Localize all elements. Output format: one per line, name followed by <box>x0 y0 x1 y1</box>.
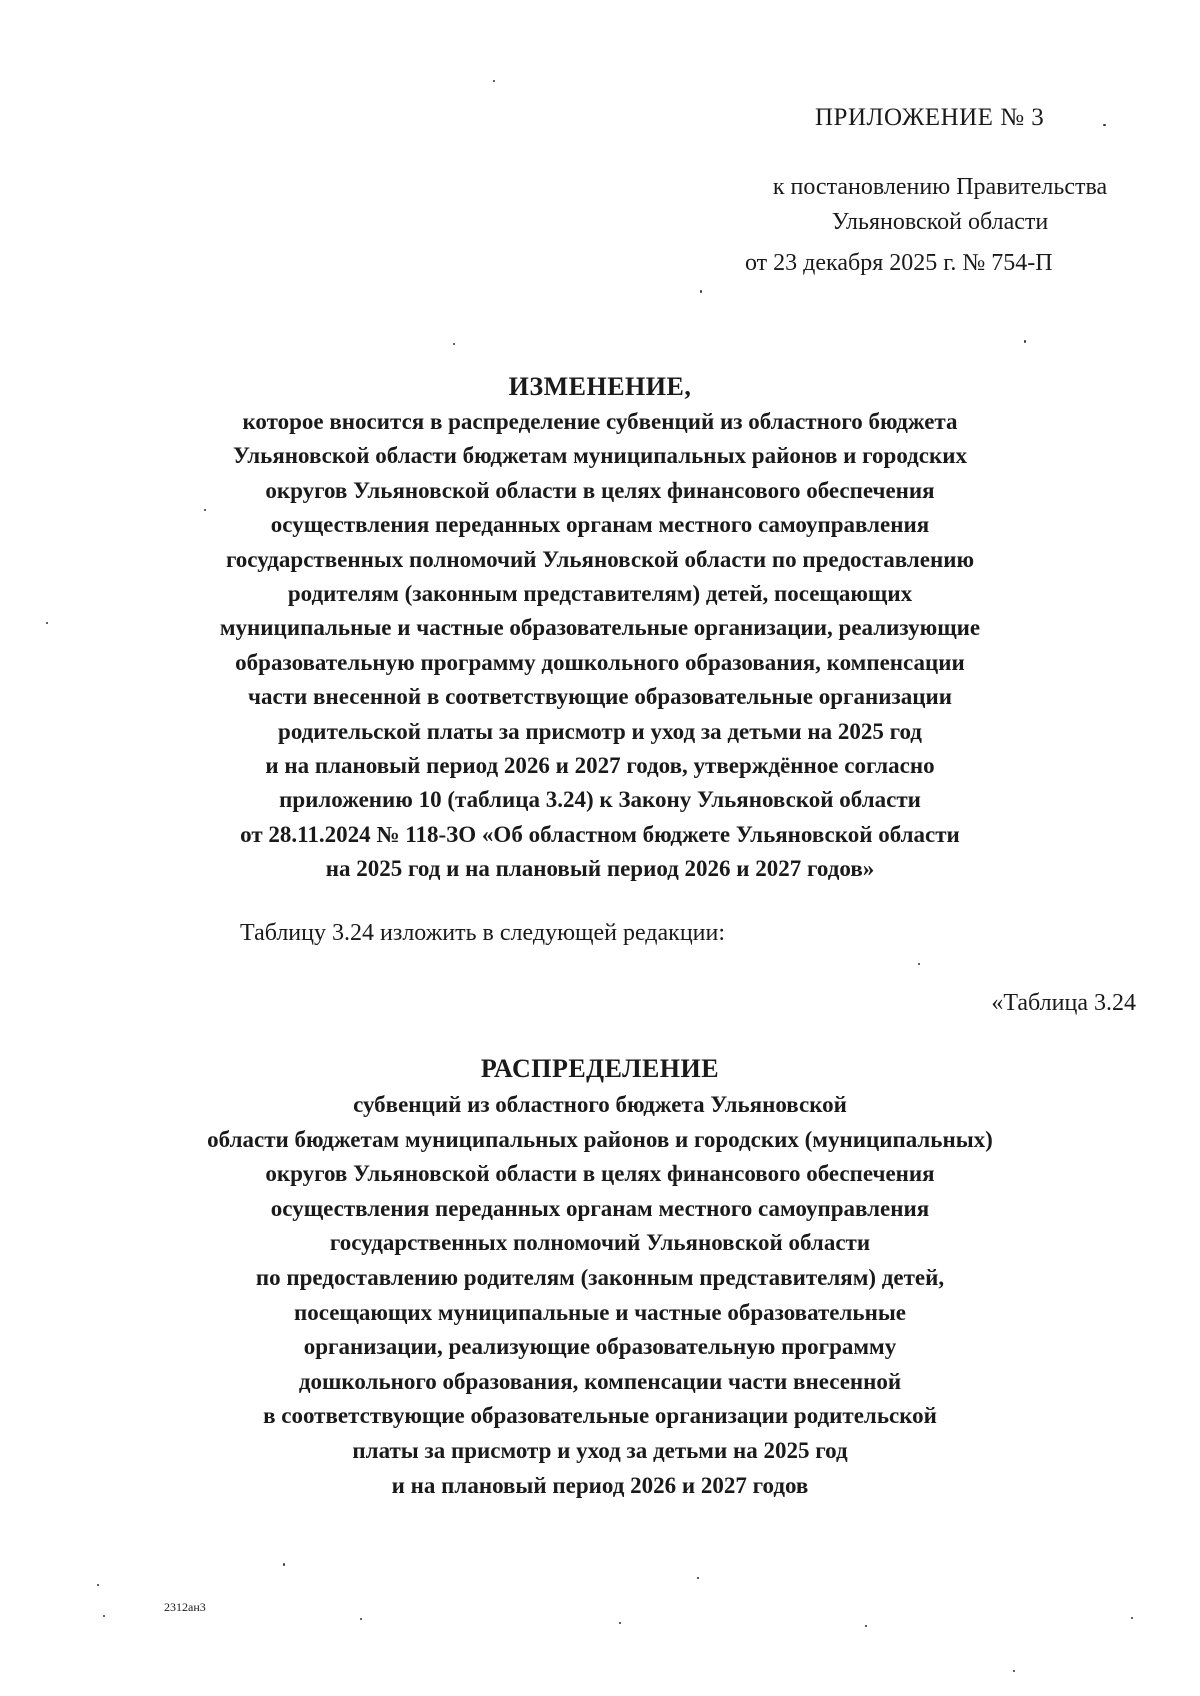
scan-speck <box>1013 1670 1015 1672</box>
scan-speck <box>283 1563 285 1566</box>
scan-speck <box>453 343 455 345</box>
change-description-line: муниципальные и частные образовательные организации, реализующие <box>219 615 981 641</box>
distribution-description-line: округов Ульяновской области в целях финансового обеспечения <box>265 1161 935 1187</box>
change-description-line: осуществления переданных органам местного самоуправления <box>270 512 930 538</box>
change-description-line: которое вносится в распределение субвенций из областного бюджета <box>242 409 958 434</box>
distribution-description-line: дошкольного образования, компенсации части внесенной <box>298 1368 902 1394</box>
distribution-description-line: в соответствующие образовательные организации родительской <box>263 1403 937 1429</box>
distribution-description-line: и на плановый период 2026 и 2027 годов <box>391 1472 809 1498</box>
scan-speck <box>493 80 495 82</box>
scan-speck <box>204 509 206 511</box>
instruction-text: Таблицу 3.24 изложить в следующей редакции: <box>240 920 726 946</box>
change-description-line: приложению 10 (таблица 3.24) к Закону Ульяновской области <box>279 787 921 813</box>
change-description-line: родителям (законным представителям) детей, посещающих <box>287 581 913 607</box>
scan-speck <box>1024 340 1026 343</box>
distribution-description-line: осуществления переданных органам местного самоуправления <box>270 1195 930 1221</box>
change-description-line: родительской платы за присмотр и уход за детьми на 2025 год <box>278 718 922 744</box>
resolution-reference-line: к постановлению Правительства <box>772 174 1108 200</box>
change-heading: ИЗМЕНЕНИЕ, <box>508 372 692 401</box>
change-description-line: округов Ульяновской области в целях финансового обеспечения <box>265 477 935 503</box>
change-description-line: образовательную программу дошкольного образования, компенсации <box>235 649 965 675</box>
distribution-description-line: области бюджетам муниципальных районов и городских (муниципальных) <box>207 1126 993 1152</box>
distribution-description-line: по предоставлению родителям (законным представителям) детей, <box>255 1264 945 1290</box>
scan-speck <box>697 1577 699 1579</box>
scan-speck <box>103 1615 105 1617</box>
scan-speck <box>619 1622 621 1624</box>
change-description-line: государственных полномочий Ульяновской области по предоставлению <box>225 546 975 572</box>
scan-speck <box>918 963 920 965</box>
document-code: 2312ан3 <box>164 1600 206 1614</box>
distribution-description-line: организации, реализующие образовательную программу <box>303 1334 897 1360</box>
change-description-line: Ульяновской области бюджетам муниципальных районов и городских <box>232 443 968 469</box>
scan-speck <box>865 1625 867 1627</box>
change-description-line: и на плановый период 2026 и 2027 годов, утверждённое согласно <box>265 753 935 779</box>
change-description-line: части внесенной в соответствующие образовательные организации <box>248 684 952 710</box>
resolution-reference-line: Ульяновской области <box>831 209 1049 235</box>
appendix-title: ПРИЛОЖЕНИЕ № 3 <box>815 104 1045 131</box>
distribution-description <box>150 1088 1050 1503</box>
table-reference: «Таблица 3.24 <box>991 990 1136 1016</box>
distribution-description-line: платы за присмотр и уход за детьми на 2025 год <box>352 1437 848 1463</box>
distribution-description-line: посещающих муниципальные и частные образовательные <box>293 1299 906 1325</box>
change-description-line: от 28.11.2024 № 118-ЗО «Об областном бюджете Ульяновской области <box>240 821 960 847</box>
resolution-reference <box>740 170 1140 240</box>
scan-speck <box>700 290 702 293</box>
scan-speck <box>1103 124 1106 126</box>
distribution-description-line: государственных полномочий Ульяновской области <box>329 1230 871 1256</box>
change-description-line: на 2025 год и на плановый период 2026 и 2027 годов» <box>325 856 875 882</box>
scan-speck <box>360 1618 362 1620</box>
resolution-date-number: от 23 декабря 2025 г. № 754-П <box>745 250 1053 276</box>
scan-speck <box>46 622 48 624</box>
scan-speck <box>1131 1617 1133 1619</box>
distribution-heading: РАСПРЕДЕЛЕНИЕ <box>480 1054 720 1083</box>
distribution-description-line: субвенций из областного бюджета Ульяновской <box>353 1092 847 1117</box>
scan-speck <box>97 1584 99 1586</box>
change-description <box>150 405 1050 887</box>
